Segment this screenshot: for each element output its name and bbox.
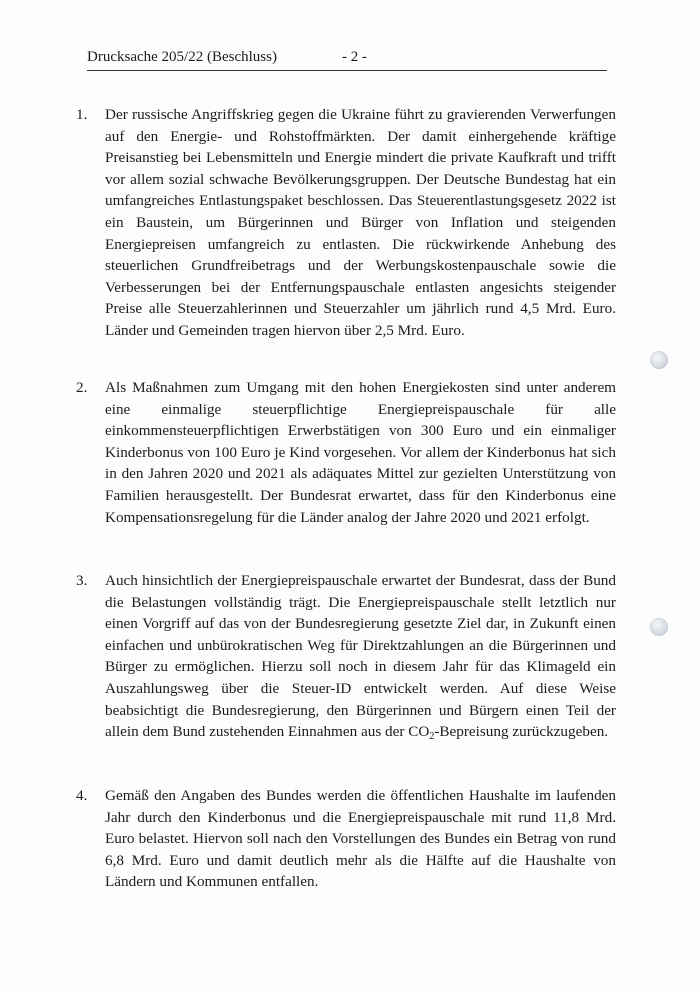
document-reference: Drucksache 205/22 (Beschluss) xyxy=(87,49,277,65)
punch-hole-mark xyxy=(650,618,668,636)
paragraph-number: 3. xyxy=(76,572,88,589)
punch-hole-mark xyxy=(650,351,668,369)
numbered-paragraph-1 xyxy=(76,104,616,342)
paragraph-text xyxy=(105,570,616,743)
page-header xyxy=(87,48,607,71)
paragraph-text: Der russische Angriffskrieg gegen die Ukraine führt zu gravierenden Verwerfungen auf den Energie- und Rohstoffmärkten. Der damit einhergehende kräftige Preisanstieg bei Lebensmitteln und Energie mindert die private Kaufkraft und trifft vor allem sozial schwache Bevölkerungsgruppen. Der Deutsche Bundestag hat ein umfangreiches Entlastungspaket beschlossen. Das Steuerentlastungsgesetz 2022 ist ein Baustein, um Bürgerinnen und Bürger von Inflation und steigenden Energiepreisen umfangreich zu entlasten. Die rückwirkende Anhebung des steuerlichen Grundfreibetrags und der Werbungskostenpauschale sowie die Verbesserungen bei der Entfernungspauschale entlasten angesichts steigender Preise alle Steuerzahlerinnen und Steuerzahler um jährlich rund 4,5 Mrd. Euro. Länder und Gemeinden tragen hiervon über 2,5 Mrd. Euro. xyxy=(105,106,616,339)
paragraph-text: Als Maßnahmen zum Umgang mit den hohen Energiekosten sind unter anderem eine einmalige steuerpflichtige Energiepreispauschale für alle einkommensteuerpflichtigen Erwerbstätigen von 300 Euro und ein einmaliger Kinderbonus von 100 Euro je Kind vorgesehen. Vor allem der Kinderbonus hat sich in den Jahren 2020 und 2021 als adäquates Mittel zur gezielten Unterstützung von Familien herausgestellt. Der Bundesrat erwartet, dass für den Kinderbonus eine Kompensationsregelung für die Länder analog der Jahre 2020 und 2021 erfolgt. xyxy=(105,379,616,526)
paragraph-number: 4. xyxy=(76,787,88,804)
paragraph-number: 2. xyxy=(76,379,88,396)
paragraph-text: Gemäß den Angaben des Bundes werden die öffentlichen Haushalte im laufenden Jahr durch den Kinderbonus und die Energiepreispauschale mit rund 11,8 Mrd. Euro belastet. Hiervon soll nach den Vorstellungen des Bundes ein Betrag von rund 6,8 Mrd. Euro und damit deutlich mehr als die Hälfte auf die Haushalte von Ländern und Kommunen entfallen. xyxy=(105,787,616,891)
paragraph-text-part: Auch hinsichtlich der Energiepreispauschale erwartet der Bundesrat, dass der Bund die Belastungen vollständig trägt. Die Energiepreispauschale stellt letztlich nur einen Vorgriff auf das von der Bundesregierung gesetzte Ziel dar, in Zukunft einen einfachen und unbürokratischen Weg für Direktzahlungen an die Bürgerinnen und Bürger zu ermöglichen. Hierzu soll noch in diesem Jahr für das Klimageld ein Auszahlungsweg über die Steuer-ID entwickelt werden. Auf diese Weise beabsichtigt die Bundesregierung, den Bürgerinnen und Bürgern einen Teil der allein dem Bund zustehenden Einnahmen aus der CO xyxy=(105,572,616,741)
subscript: 2 xyxy=(429,731,435,743)
numbered-paragraph-4 xyxy=(76,785,616,893)
page-number: - 2 - xyxy=(342,49,367,65)
paragraph-number: 1. xyxy=(76,106,88,123)
numbered-paragraph-2 xyxy=(76,377,616,528)
numbered-paragraph-3 xyxy=(76,570,616,743)
paragraph-text-part: -Bepreisung zurückzugeben. xyxy=(434,723,609,741)
